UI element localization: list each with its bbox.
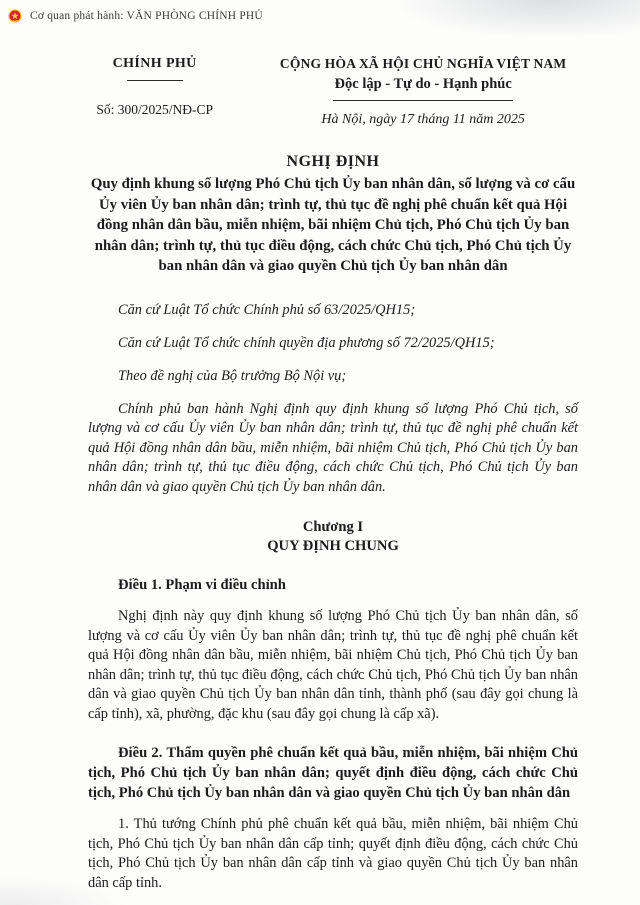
article-paragraph: 1. Thủ tướng Chính phủ phê chuẩn kết quả bầu, miễn nhiệm, bãi nhiệm Chủ tịch, Phó Chủ tịch Ủy ban nhân dân cấp tỉnh; quyết định điều động, cách chức Chủ tịch, Phó Chủ tịch Ủy ban nhân dân cấp tỉnh và giao quyền Chủ tịch Ủy ban nhân dân cấp tỉnh. <box>88 816 578 891</box>
letterhead-right <box>251 56 595 128</box>
article-paragraph: Nghị định này quy định khung số lượng Phó Chủ tịch Ủy ban nhân dân, số lượng và cơ cấu Ủy viên Ủy ban nhân dân; trình tự, thủ tục đề nghị phê chuẩn kết quả Hội đồng nhân dân bầu, miễn nhiệm, bãi nhiệm Chủ tịch, Phó Chủ tịch Ủy ban nhân dân; trình tự, thủ tục điều động, cách chức Chủ tịch, Phó Chủ tịch Ủy ban nhân dân và giao quyền Chủ tịch Ủy ban nhân dân tỉnh, thành phố (sau đây gọi chung là cấp tỉnh), xã, phường, đặc khu (sau đây gọi chung là cấp xã). <box>88 608 578 722</box>
national-header: CỘNG HÒA XÃ HỘI CHỦ NGHĨA VIỆT NAM <box>279 56 567 71</box>
chapter-number: Chương I <box>302 519 364 535</box>
article-2 <box>88 743 578 893</box>
document-subject: Quy định khung số lượng Phó Chủ tịch Ủy ban nhân dân, số lượng và cơ cấu Ủy viên Ủy ban nhân dân; trình tự, thủ tục đề nghị phê chuẩn kết quả Hội đồng nhân dân bầu, miễn nhiệm, bãi nhiệm Chủ tịch, Phó Chủ tịch Ủy ban nhân dân; trình tự, thủ tục điều động, cách chức Chủ tịch, Phó Chủ tịch Ủy ban nhân dân và giao quyền Chủ tịch Ủy ban nhân dân <box>90 176 576 274</box>
issuing-org: CHÍNH PHỦ <box>112 56 197 71</box>
document-number: Số: 300/2025/NĐ-CP <box>96 102 213 117</box>
vietnam-national-emblem-icon <box>8 9 22 23</box>
citation-line: Căn cứ Luật Tổ chức chính quyền địa phương số 72/2025/QH15; <box>118 334 495 351</box>
chapter-title: QUY ĐỊNH CHUNG <box>267 538 399 554</box>
document-type-title: NGHỊ ĐỊNH <box>286 153 380 170</box>
issuer-line: Cơ quan phát hành: VĂN PHÒNG CHÍNH PHỦ <box>30 10 263 22</box>
article-1 <box>88 575 578 724</box>
org-underline <box>127 80 183 81</box>
letterhead <box>0 56 640 128</box>
issuer-bar <box>0 0 640 26</box>
national-motto: Độc lập - Tự do - Hạnh phúc <box>334 76 512 92</box>
motto-underline <box>333 100 513 101</box>
article-heading: Điều 2. Thẩm quyền phê chuẩn kết quả bầu, miễn nhiệm, bãi nhiệm Chủ tịch, Phó Chủ tịch Ủy ban nhân dân; quyết định điều động, cách chức Chủ tịch, Phó Chủ tịch Ủy ban nhân dân và giao quyền Chủ tịch Ủy ban nhân dân <box>88 745 578 801</box>
article-heading: Điều 1. Phạm vi điều chỉnh <box>118 577 286 593</box>
citation-line: Căn cứ Luật Tổ chức Chính phủ số 63/2025/QH15; <box>118 301 416 318</box>
place-dateline: Hà Nội, ngày 17 tháng 11 năm 2025 <box>321 112 525 127</box>
citation-line: Theo đề nghị của Bộ trưởng Bộ Nội vụ; <box>118 367 347 384</box>
letterhead-left <box>58 56 251 128</box>
document-body <box>0 153 640 893</box>
enactment-clause: Chính phủ ban hành Nghị định quy định khung số lượng Phó Chủ tịch, số lượng và cơ cấu Ủy viên Ủy ban nhân dân; trình tự, thủ tục đề nghị phê chuẩn kết quả Hội đồng nhân dân bầu, miễn nhiệm, bãi nhiệm Chủ tịch, Phó Chủ tịch Ủy ban nhân dân; trình tự, thủ tục điều động, cách chức Chủ tịch, Phó Chủ tịch Ủy ban nhân dân và giao quyền Chủ tịch Ủy ban nhân dân. <box>88 400 578 495</box>
